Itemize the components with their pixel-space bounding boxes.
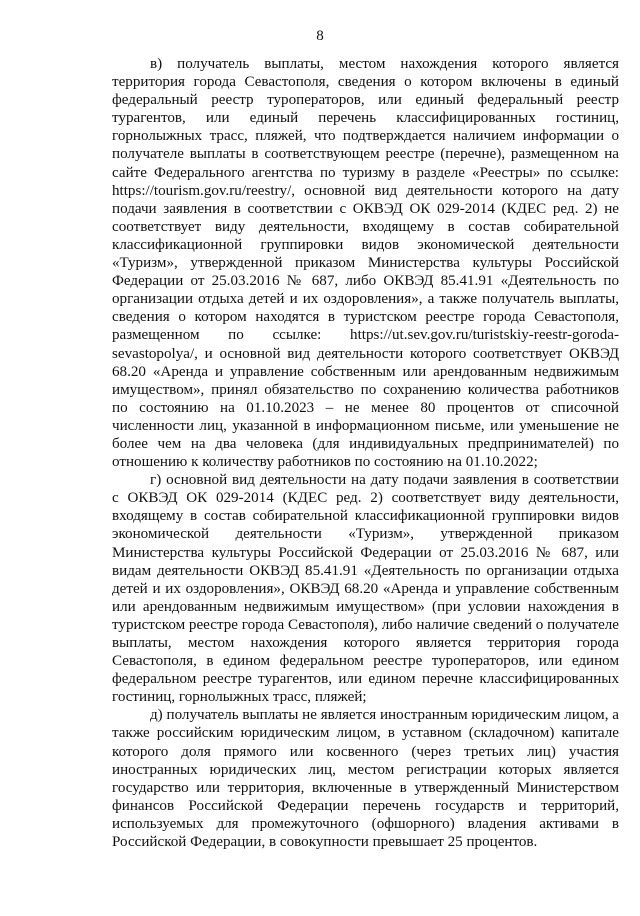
paragraph-d: д) получатель выплаты не является иностранным юридическим лицом, а также российским юридическим лицом, в уставном (складочном) капитале которого доля прямого или косвенного (через третьих лиц) участия иностранных юридических лиц, местом регистрации которых является государство или территория, включенные в утвержденный Министерством финансов Российской Федерации перечень государств и территорий, используемых для промежуточного (офшорного) владения активами в Российской Федерации, в совокупности превышает 25 процентов. <box>112 707 619 851</box>
paragraph-g: г) основной вид деятельности на дату подачи заявления в соответствии с ОКВЭД ОК 029-2014 (КДЕС ред. 2) соответствует виду деятельности, входящему в состав собирательной классификационной группировки видов экономической деятельности «Туризм», утвержденной приказом Министерства культуры Российской Федерации от 25.03.2016 № 687, или видам деятельности ОКВЭД 85.41.91 «Деятельность по организации отдыха детей и их оздоровления», ОКВЭД 68.20 «Аренда и управление собственным или арендованным недвижимым имуществом» (при условии нахождения в туристском реестре города Севастополя), либо наличие сведений о получателе выплаты, местом нахождения которого является территория города Севастополя, в едином федеральном реестре туроператоров, или едином федеральном реестре турагентов, или едином перечне классифицированных гостиниц, горнолыжных трасс, пляжей; <box>112 472 619 706</box>
document-body <box>112 55 619 851</box>
paragraph-v: в) получатель выплаты, местом нахождения которого является территория города Севастополя, сведения о котором включены в единый федеральный реестр туроператоров, или единый федеральный реестр турагентов, или единый перечень классифицированных гостиниц, горнолыжных трасс, пляжей, что подтверждается наличием информации о получателе выплаты в соответствующем реестре (перечне), размещенном на сайте Федерального агентства по туризму в разделе «Реестры» по ссылке: https://tourism.gov.ru/reestry/, основной вид деятельности которого на дату подачи заявления в соответствии с ОКВЭД ОК 029-2014 (КДЕС ред. 2) не соответствует виду деятельности, входящему в состав собирательной классификационной группировки видов экономической деятельности «Туризм», утвержденной приказом Министерства культуры Российской Федерации от 25.03.2016 № 687, либо ОКВЭД 85.41.91 «Деятельность по организации отдыха детей и их оздоровления», а также получатель выплаты, сведения о котором находятся в туристском реестре города Севастополя, размещенном по ссылке: https://ut.sev.gov.ru/turistskiy-reestr-goroda-sevastopolya/, и основной вид деятельности которого соответствует ОКВЭД 68.20 «Аренда и управление собственным или арендованным недвижимым имуществом», принял обязательство по сохранению количества работников по состоянию на 01.10.2023 – не менее 80 процентов от списочной численности лиц, указанной в информационном письме, или уменьшение не более чем на два человека (для индивидуальных предпринимателей) по отношению к количеству работников по состоянию на 01.10.2022; <box>112 56 619 471</box>
page-number: 8 <box>316 28 324 44</box>
